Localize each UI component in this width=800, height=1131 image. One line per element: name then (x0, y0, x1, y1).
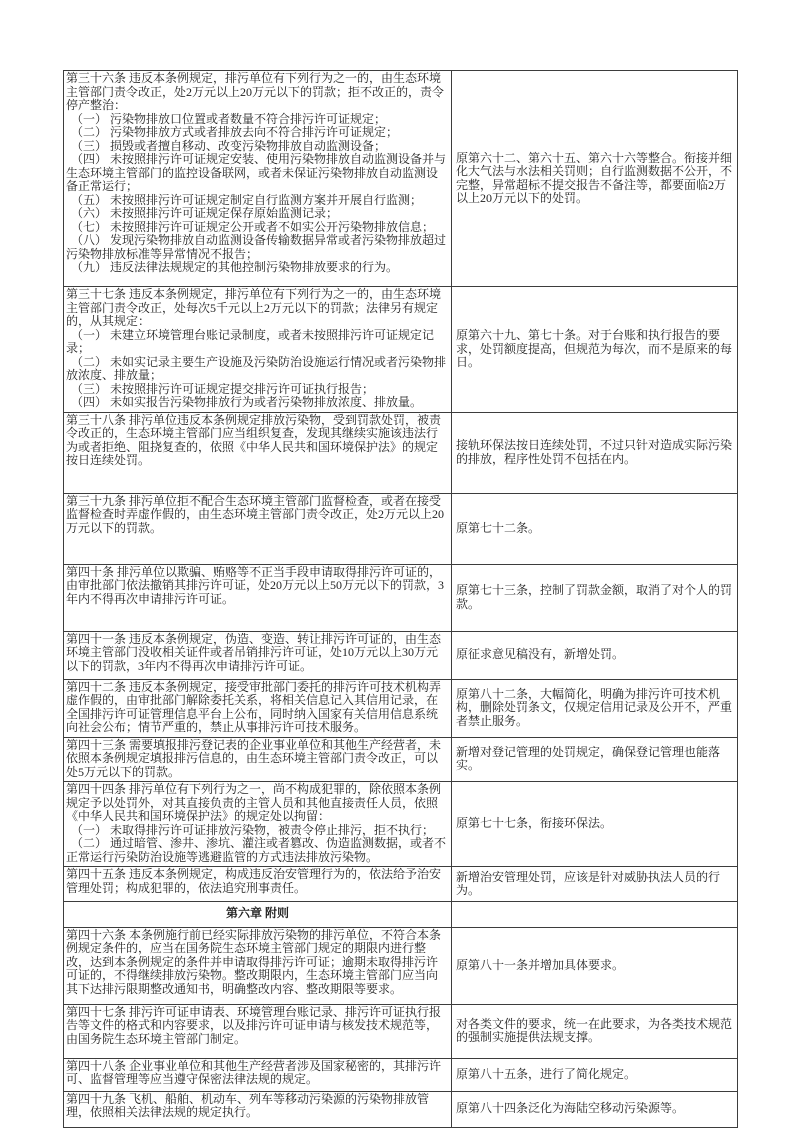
note-text: 原第八十五条，进行了简化规定。 (456, 1066, 637, 1081)
note-cell (452, 867, 738, 902)
article-text-cell (64, 1004, 452, 1058)
article-paragraph: （一） 未建立环境管理台账记录制度，或者未按照排污许可证规定记录； (66, 327, 435, 355)
article-text-cell (64, 679, 452, 737)
note-cell (452, 927, 738, 1004)
article-row (64, 867, 738, 902)
article-paragraph: 第四十一条 违反本条例规定，伪造、变造、转让排污许可证的，由生态环境主管部门没收相关证件或者吊销排污许可证，处10万元以上30万元以下的罚款，3年内不得再次申请排污许可证。 (66, 631, 442, 673)
article-row (64, 679, 738, 737)
article-paragraph: 第四十三条 需要填报排污登记表的企业事业单位和其他生产经营者，未依照本条例规定填报排污信息的，由生态环境主管部门责令改正，可以处5万元以下的罚款。 (66, 737, 442, 779)
note-cell (452, 782, 738, 867)
chapter-title-cell (64, 902, 452, 928)
article-text-cell (64, 564, 452, 631)
article-paragraph: （六） 未按照排污许可证规定保存原始监测记录； (71, 206, 339, 220)
note-text: 对各类文件的要求，统一在此要求，为各类技术规范的强制实施提供法规支撑。 (456, 1016, 733, 1044)
article-text-cell (64, 737, 452, 782)
note-cell (452, 1004, 738, 1058)
article-row (64, 631, 738, 679)
chapter-title: 第六章 附则 (225, 906, 289, 920)
note-text: 原第八十一条并增加具体要求。 (456, 957, 625, 972)
article-paragraph: （二） 污染物排放方式或者排放去向不符合排污许可证规定； (71, 125, 399, 139)
article-paragraph: 第四十六条 本条例施行前已经实际排放污染物的排污单位，不符合本条例规定条件的，应当在国务院生态环境主管部门规定的期限内进行整改，达到本条例规定的条件并申请取得排污许可证；逾期未取得排污许可证的，不得继续排放污染物。整改期限内，生态环境主管部门应当向其下达排污限期整改通知书，明确整改内容、整改期限等要求。 (66, 927, 442, 996)
article-paragraph: （一） 污染物排放口位置或者数量不符合排污许可证规定； (71, 111, 387, 126)
article-paragraph: 第四十二条 违反本条例规定，接受审批部门委托的排污许可技术机构弄虚作假的，由审批部门解除委托关系，将相关信息记入其信用记录，在全国排污许可证管理信息平台上公布，同时纳入国家有关信用信息系统向社会公布；情节严重的，禁止从事排污许可技术服务。 (66, 679, 442, 734)
note-text: 原第八十二条，大幅简化，明确为排污许可技术机构，删除处罚条文，仅规定信用记录及公开不，严重者禁止服务。 (456, 686, 733, 728)
article-paragraph: （四） 未按照排污许可证规定安装、使用污染物排放自动监测设备并与生态环境主管部门的监控设备联网，或者未保证污染物排放自动监测设备正常运行； (66, 152, 447, 193)
note-cell (452, 493, 738, 564)
note-text: 原第七十三条，控制了罚款金额，取消了对个人的罚款。 (456, 583, 733, 611)
chapter-row (64, 902, 738, 928)
note-cell (452, 737, 738, 782)
article-row (64, 412, 738, 493)
article-paragraph: 第三十八条 排污单位违反本条例规定排放污染物，受到罚款处罚，被责令改正的，生态环境主管部门应当组织复查，发现其继续实施该违法行为或者拒绝、阻挠复查的，依照《中华人民共和国环境保护法》的规定按日连续处罚。 (66, 412, 442, 467)
article-paragraph: 第三十六条 违反本条例规定，排污单位有下列行为之一的，由生态环境主管部门责令改正，处2万元以上20万元以下的罚款；拒不改正的，责令停产整治： (66, 71, 445, 112)
article-paragraph: 第四十七条 排污许可证申请表、环境管理台账记录、排污许可证执行报告等文件的格式和内容要求，以及排污许可证申请与核发技术规范等，由国务院生态环境主管部门制定。 (66, 1004, 442, 1046)
article-paragraph: 第三十九条 排污单位拒不配合生态环境主管部门监督检查，或者在接受监督检查时弄虚作假的，由生态环境主管部门责令改正，处2万元以上20万元以下的罚款。 (66, 493, 445, 535)
note-cell (452, 71, 738, 287)
article-paragraph: 第四十五条 违反本条例规定，构成违反治安管理行为的，依法给予治安管理处罚；构成犯罪的，依法追究刑事责任。 (66, 867, 442, 895)
article-row (64, 782, 738, 867)
regulation-comparison-table (63, 70, 738, 1128)
article-paragraph: 第四十四条 排污单位有下列行为之一，尚不构成犯罪的，除依照本条例规定予以处罚外，对其直接负责的主管人员和其他直接责任人员，依照《中华人民共和国环境保护法》的规定处以拘留： (66, 782, 442, 823)
note-text: 原征求意见稿没有，新增处罚。 (456, 647, 625, 662)
note-cell (452, 564, 738, 631)
note-cell (452, 679, 738, 737)
article-paragraph: （三） 损毁或者擅自移动、改变污染物排放自动监测设备； (71, 138, 387, 153)
article-row (64, 493, 738, 564)
article-row (64, 1058, 738, 1091)
article-text-cell (64, 927, 452, 1004)
note-text: 原第八十四条泛化为海陆空移动污染源等。 (456, 1101, 685, 1116)
note-text: 接轨环保法按日连续处罚，不过只针对造成实际污染的排放，程序性处罚不包括在内。 (456, 438, 733, 466)
article-row (64, 1004, 738, 1058)
note-cell (452, 412, 738, 493)
article-paragraph: （九） 违反法律法规规定的其他控制污染物排放要求的行为。 (71, 260, 399, 274)
article-text-cell (64, 1058, 452, 1091)
article-row (64, 287, 738, 413)
article-paragraph: （八） 发现污染物排放自动监测设备传输数据异常或者污染物排放超过污染物排放标准等异常情况不报告； (66, 233, 447, 261)
article-paragraph: （七） 未按照排污许可证规定公开或者不如实公开污染物排放信息； (71, 219, 435, 234)
article-text-cell (64, 71, 452, 287)
comparison-table-body (64, 71, 738, 1128)
article-text-cell (64, 412, 452, 493)
article-text-cell (64, 493, 452, 564)
article-text-cell (64, 1091, 452, 1127)
article-row (64, 737, 738, 782)
note-text: 新增对登记管理的处罚规定，确保登记管理也能落实。 (456, 744, 721, 773)
article-row (64, 564, 738, 631)
article-paragraph: （三） 未按照排污许可证规定提交排污许可证执行报告； (71, 381, 375, 396)
article-paragraph: 第四十九条 飞机、船舶、机动车、列车等移动污染源的污染物排放管理，依照相关法律法规的规定执行。 (66, 1091, 430, 1119)
note-cell (452, 1091, 738, 1127)
article-text-cell (64, 867, 452, 902)
note-cell (452, 287, 738, 413)
article-paragraph: 第四十八条 企业事业单位和其他生产经营者涉及国家秘密的，其排污许可、监督管理等应当遵守保密法律法规的规定。 (66, 1058, 442, 1086)
article-row (64, 1091, 738, 1127)
article-row (64, 927, 738, 1004)
article-paragraph: （五） 未按照排污许可证规定制定自行监测方案并开展自行监测； (71, 192, 423, 207)
note-text: 新增治安管理处罚，应该是针对威胁执法人员的行为。 (456, 869, 721, 897)
note-text: 原第七十七条，衔接环保法。 (456, 816, 613, 831)
note-cell (452, 902, 738, 928)
note-text: 原第六十二、第六十五、第六十六等整合。衔接并细化大气法与水法相关罚则；自行监测数据不公开，不完整，异常超标不提交报告不备注等，都要面临2万以上20万元以下的处罚。 (456, 150, 733, 205)
article-paragraph: （二） 未如实记录主要生产设施及污染防治设施运行情况或者污染物排放浓度、排放量； (66, 354, 447, 382)
article-text-cell (64, 287, 452, 413)
article-paragraph: （二） 通过暗管、渗井、渗坑、灌注或者篡改、伪造监测数据，或者不正常运行污染防治设施等逃避监管的方式违法排放污染物。 (66, 836, 447, 864)
note-text: 原第六十九、第七十条。对于台账和执行报告的要求，处罚额度提高，但规范为每次，而不是原来的每日。 (456, 328, 733, 369)
article-text-cell (64, 782, 452, 867)
note-cell (452, 1058, 738, 1091)
article-paragraph: （一） 未取得排污许可证排放污染物，被责令停止排污，拒不执行； (71, 822, 435, 837)
note-text: 原第七十二条。 (456, 520, 541, 535)
note-cell (452, 631, 738, 679)
article-text-cell (64, 631, 452, 679)
article-paragraph: 第三十七条 违反本条例规定，排污单位有下列行为之一的，由生态环境主管部门责令改正，处每次5千元以上2万元以下的罚款；法律另有规定的，从其规定： (66, 287, 442, 328)
article-row (64, 71, 738, 287)
article-paragraph: 第四十条 排污单位以欺骗、贿赂等不正当手段申请取得排污许可证的，由审批部门依法撤销其排污许可证，处20万元以上50万元以下的罚款，3年内不得再次申请排污许可证。 (66, 564, 445, 606)
article-paragraph: （四） 未如实报告污染物排放行为或者污染物排放浓度、排放量。 (71, 395, 423, 409)
